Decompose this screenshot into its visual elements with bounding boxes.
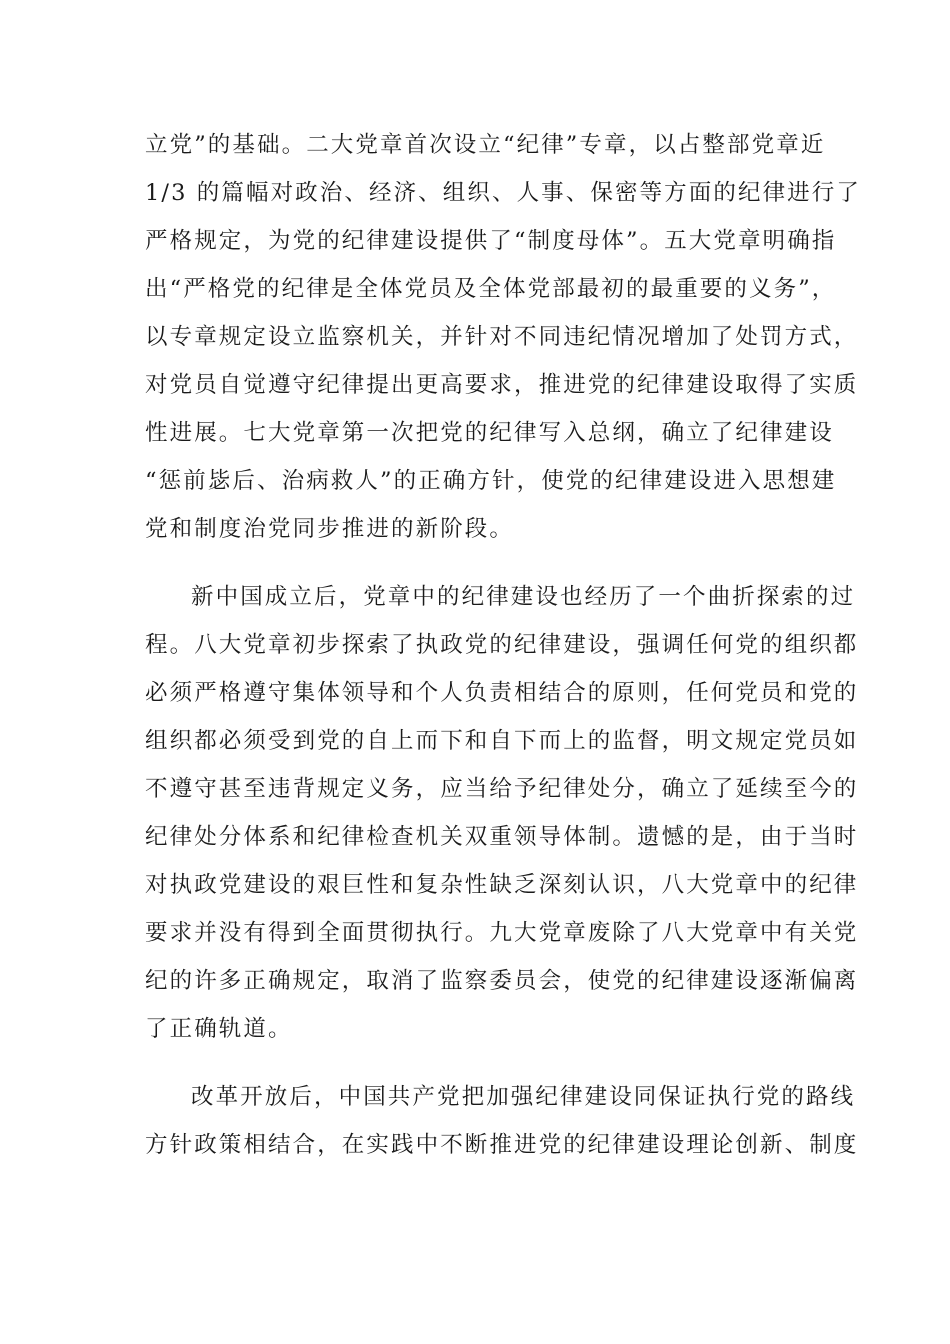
text-line: 改革开放后，中国共产党把加强纪律建设同保证执行党的路线 — [191, 1084, 856, 1110]
paragraph-2 — [145, 584, 859, 1064]
text-line: 党和制度治党同步推进的新阶段。 — [145, 516, 515, 542]
document-body — [145, 132, 861, 1180]
text-line: 严格规定，为党的纪律建设提供了“制度母体”。五大党章明确指 — [145, 228, 837, 254]
paragraph-gap — [145, 1064, 797, 1084]
paragraph-3 — [145, 1084, 859, 1180]
text-line: 出“严格党的纪律是全体党员及全体党部最初的最重要的义务”， — [145, 276, 837, 302]
paragraph-gap — [145, 564, 797, 584]
paragraph-1 — [145, 132, 861, 564]
text-line: 纪的许多正确规定，取消了监察委员会，使党的纪律建设逐渐偏离 — [145, 968, 859, 994]
text-line: 要求并没有得到全面贯彻执行。九大党章废除了八大党章中有关党 — [145, 920, 859, 946]
text-line: 必须严格遵守集体领导和个人负责相结合的原则，任何党员和党的 — [145, 680, 859, 706]
text-line: 对党员自觉遵守纪律提出更高要求，推进党的纪律建设取得了实质 — [145, 372, 859, 398]
text-line: 方针政策相结合，在实践中不断推进党的纪律建设理论创新、制度 — [145, 1132, 859, 1158]
text-line: 性进展。七大党章第一次把党的纪律写入总纲，确立了纪律建设 — [145, 420, 834, 446]
text-line: 不遵守甚至违背规定义务，应当给予纪律处分，确立了延续至今的 — [145, 776, 859, 802]
text-line: 立党”的基础。二大党章首次设立“纪律”专章，以占整部党章近 — [145, 132, 826, 158]
text-line: 1/3 的篇幅对政治、经济、组织、人事、保密等方面的纪律进行了 — [145, 180, 861, 206]
text-line: 了正确轨道。 — [145, 1016, 293, 1042]
text-line: “惩前毖后、治病救人”的正确方针，使党的纪律建设进入思想建 — [145, 468, 837, 494]
text-line: 新中国成立后，党章中的纪律建设也经历了一个曲折探索的过 — [191, 584, 856, 610]
text-line: 对执政党建设的艰巨性和复杂性缺乏深刻认识，八大党章中的纪律 — [145, 872, 859, 898]
text-line: 程。八大党章初步探索了执政党的纪律建设，强调任何党的组织都 — [145, 632, 859, 658]
text-line: 以专章规定设立监察机关，并针对不同违纪情况增加了处罚方式， — [145, 324, 859, 350]
text-line: 纪律处分体系和纪律检查机关双重领导体制。遗憾的是，由于当时 — [145, 824, 859, 850]
text-line: 组织都必须受到党的自上而下和自下而上的监督，明文规定党员如 — [145, 728, 859, 754]
